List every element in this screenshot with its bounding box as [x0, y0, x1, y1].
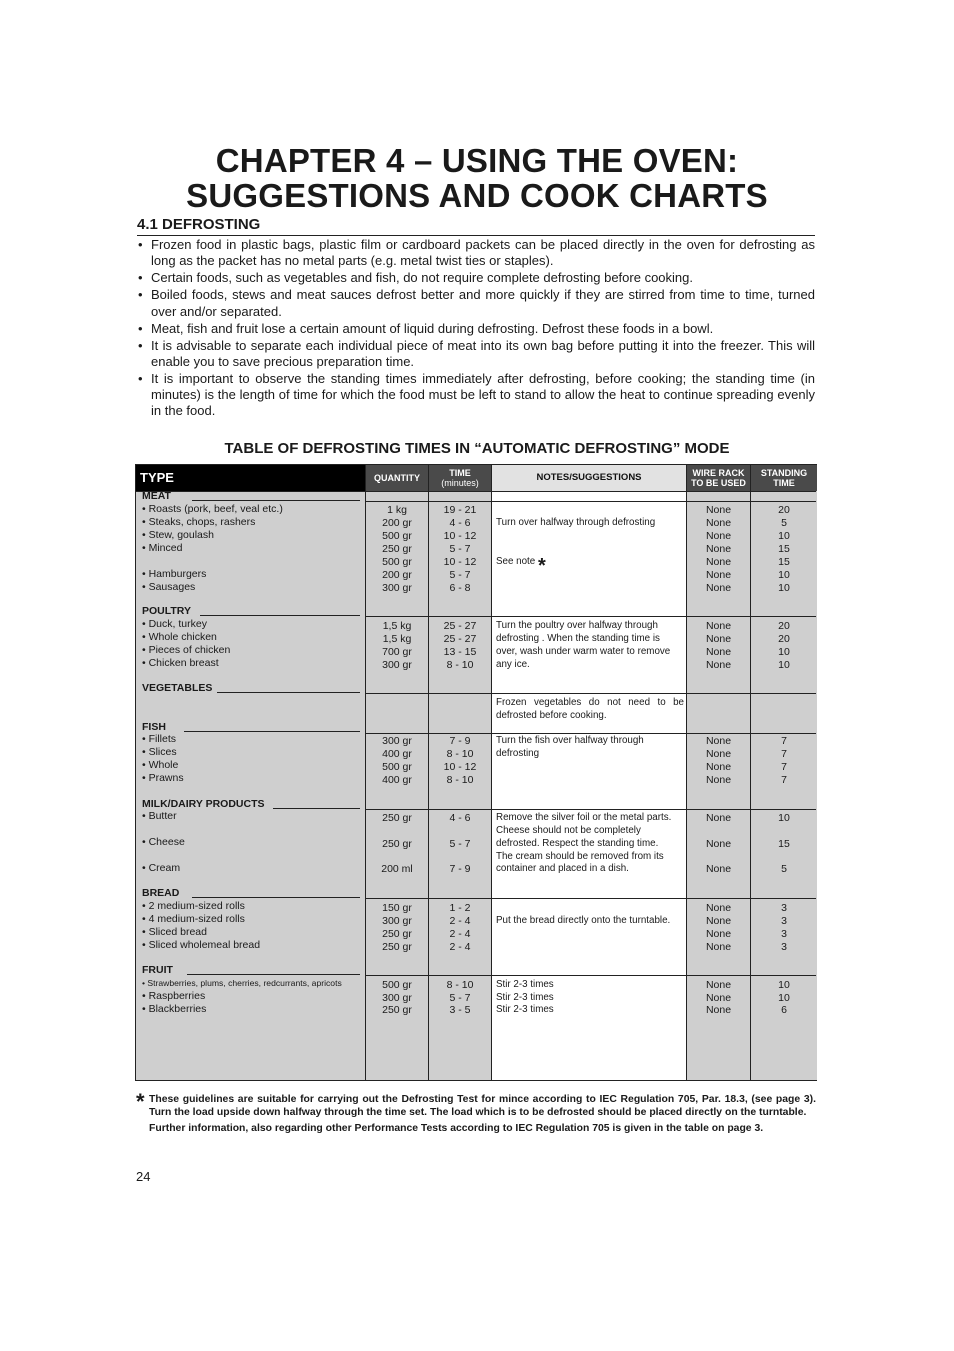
note-line: any ice. [496, 659, 530, 670]
food-item: • Cream [142, 862, 181, 874]
quantity-cell: 250 gr [382, 543, 412, 555]
column-divider [491, 465, 492, 1080]
defrosting-tips-list [137, 237, 815, 420]
time-cell: 25 - 27 [443, 633, 477, 645]
rack-cell: None [705, 748, 732, 760]
rack-cell: None [705, 979, 732, 991]
food-item: • 4 medium-sized rolls [142, 913, 245, 925]
standing-cell: 10 [778, 530, 790, 542]
quantity-cell: 250 gr [382, 838, 412, 850]
time-cell: 4 - 6 [449, 517, 471, 529]
standing-cell: 10 [778, 812, 790, 824]
category-bread: BREAD [142, 887, 180, 899]
time-cell: 8 - 10 [446, 748, 474, 760]
quantity-cell: 700 gr [382, 646, 412, 658]
header-standing-time [751, 465, 817, 491]
category-rule [200, 615, 360, 616]
rack-cell: None [705, 582, 732, 594]
category-rule [184, 731, 360, 732]
time-cell: 1 - 2 [449, 902, 471, 914]
food-item: • Butter [142, 810, 177, 822]
header-notes: NOTES/SUGGESTIONS [492, 465, 686, 491]
quantity-cell: 500 gr [382, 530, 412, 542]
row-divider [365, 975, 816, 976]
category-fruit: FRUIT [142, 964, 173, 976]
category-rule [273, 808, 360, 809]
table-title: TABLE OF DEFROSTING TIMES IN “AUTOMATIC DEFROSTING” MODE [224, 440, 730, 457]
tip-item: • It is advisable to separate each individual piece of meat into its own bag before putting it into the freezer. This will enable you to save precious preparation time. [137, 338, 815, 371]
chapter-title-line-2: SUGGESTIONS AND COOK CHARTS [186, 177, 768, 214]
standing-cell: 3 [781, 941, 787, 953]
time-cell: 8 - 10 [446, 659, 474, 671]
standing-cell: 6 [781, 1004, 787, 1016]
standing-cell: 10 [778, 582, 790, 594]
quantity-cell: 400 gr [382, 748, 412, 760]
header-standing-line-2: TIME [773, 478, 795, 488]
time-cell: 10 - 12 [443, 761, 477, 773]
rack-cell: None [705, 735, 732, 747]
tip-item: • Frozen food in plastic bags, plastic film or cardboard packets can be placed directly in the oven for defrosting as long as the packet has no metal parts (e.g. metal twist ties or staples). [137, 237, 815, 270]
note-cell: Frozen vegetables do not need to be defrosted before cooking. [496, 697, 684, 721]
note-line: Cheese should not be completely [496, 825, 641, 836]
footnote [149, 1093, 816, 1137]
header-wire-rack [687, 465, 750, 491]
standing-cell: 10 [778, 646, 790, 658]
footnote-star: * [136, 1089, 145, 1114]
page-number: 24 [136, 1169, 151, 1184]
header-time [429, 465, 491, 491]
note-cell: Put the bread directly onto the turntable. [496, 915, 671, 926]
tip-item: • Meat, fish and fruit lose a certain amount of liquid during defrosting. Defrost these foods in a bowl. [137, 321, 815, 337]
quantity-cell: 200 ml [381, 863, 413, 875]
time-cell: 7 - 9 [449, 735, 471, 747]
food-item: • Hamburgers [142, 568, 207, 580]
rack-cell: None [705, 928, 732, 940]
quantity-cell: 500 gr [382, 761, 412, 773]
time-cell: 5 - 7 [449, 992, 471, 1004]
category-rule [217, 692, 360, 693]
food-item: • Sliced bread [142, 926, 207, 938]
note-line: Turn the poultry over halfway through [496, 620, 658, 631]
quantity-cell: 300 gr [382, 915, 412, 927]
category-rule [187, 974, 360, 975]
row-divider [365, 809, 816, 810]
standing-cell: 15 [778, 838, 790, 850]
time-cell: 2 - 4 [449, 941, 471, 953]
note-line: The cream should be removed from its [496, 851, 664, 862]
standing-cell: 20 [778, 620, 790, 632]
time-cell: 10 - 12 [443, 530, 477, 542]
food-item: • Blackberries [142, 1003, 207, 1015]
time-cell: 19 - 21 [443, 504, 477, 516]
quantity-cell: 1,5 kg [382, 620, 412, 632]
standing-cell: 3 [781, 928, 787, 940]
rack-cell: None [705, 620, 732, 632]
row-divider [365, 693, 816, 694]
category-fish: FISH [142, 721, 166, 733]
header-wire-rack-line-2: TO BE USED [691, 478, 746, 488]
rack-cell: None [705, 774, 732, 786]
food-item: • Raspberries [142, 990, 206, 1002]
rack-cell: None [705, 812, 732, 824]
header-time-line-2: (minutes) [441, 478, 479, 488]
standing-cell: 10 [778, 659, 790, 671]
rack-cell: None [705, 659, 732, 671]
header-wire-rack-line-1: WIRE RACK [692, 468, 745, 478]
note-line: defrosting [496, 748, 540, 759]
food-item: • Prawns [142, 772, 184, 784]
time-cell: 3 - 5 [449, 1004, 471, 1016]
time-cell: 2 - 4 [449, 915, 471, 927]
quantity-cell: 300 gr [382, 582, 412, 594]
rack-cell: None [705, 556, 732, 568]
time-cell: 5 - 7 [449, 838, 471, 850]
quantity-cell: 150 gr [382, 902, 412, 914]
food-item: • Whole [142, 759, 179, 771]
standing-cell: 15 [778, 556, 790, 568]
quantity-cell: 200 gr [382, 569, 412, 581]
rack-cell: None [705, 646, 732, 658]
category-rule [192, 500, 360, 501]
rack-cell: None [705, 838, 732, 850]
quantity-cell: 500 gr [382, 556, 412, 568]
category-poultry: POULTRY [142, 605, 191, 617]
standing-cell: 3 [781, 902, 787, 914]
standing-cell: 20 [778, 504, 790, 516]
category-meat: MEAT [142, 490, 171, 502]
food-item: • Whole chicken [142, 631, 217, 643]
food-item: • Duck, turkey [142, 618, 207, 630]
rack-cell: None [705, 902, 732, 914]
food-item: • Slices [142, 746, 177, 758]
standing-cell: 7 [781, 748, 787, 760]
note-line: Stir 2-3 times [496, 1004, 554, 1015]
food-item: • Roasts (pork, beef, veal etc.) [142, 503, 283, 515]
subheader-divider [365, 501, 816, 502]
time-cell: 6 - 8 [449, 582, 471, 594]
food-item: • Sausages [142, 581, 196, 593]
food-item: • Stew, goulash [142, 529, 214, 541]
standing-cell: 5 [781, 517, 787, 529]
food-item: • Sliced wholemeal bread [142, 939, 261, 951]
time-cell: 13 - 15 [443, 646, 477, 658]
note-line: container and placed in a dish. [496, 863, 629, 874]
footnote-paragraph: These guidelines are suitable for carrying out the Defrosting Test for mince according to IEC Regulation 705, Par. 18.3, (see page 3). Turn the load upside down halfway through the time set. The load which is to be defrosted should be placed directly on the turntable. [149, 1094, 816, 1119]
quantity-cell: 500 gr [382, 979, 412, 991]
note-cell: See note [496, 556, 536, 567]
rack-cell: None [705, 941, 732, 953]
tip-item: • Boiled foods, stews and meat sauces defrost better and more quickly if they are stirred from time to time, turned over and/or separated. [137, 287, 815, 320]
note-line: defrosted. Respect the standing time. [496, 838, 659, 849]
category-dairy: MILK/DAIRY PRODUCTS [142, 798, 265, 810]
time-cell: 8 - 10 [446, 774, 474, 786]
quantity-cell: 200 gr [382, 517, 412, 529]
quantity-cell: 300 gr [382, 992, 412, 1004]
quantity-cell: 300 gr [382, 659, 412, 671]
time-cell: 4 - 6 [449, 812, 471, 824]
note-line: over, wash under warm water to remove [496, 646, 671, 657]
footnote-paragraph: Further information, also regarding other Performance Tests according to IEC Regulation 705 is given in the table on page 3. [149, 1122, 764, 1134]
time-cell: 25 - 27 [443, 620, 477, 632]
rack-cell: None [705, 504, 732, 516]
quantity-cell: 250 gr [382, 812, 412, 824]
row-divider [365, 898, 816, 899]
food-item: • Fillets [142, 733, 177, 745]
note-line: defrosting . When the standing time is [496, 633, 660, 644]
quantity-cell: 300 gr [382, 735, 412, 747]
note-line: Remove the silver foil or the metal parts. [496, 812, 672, 823]
food-item: • Minced [142, 542, 183, 554]
note-star: * [538, 555, 546, 577]
quantity-cell: 400 gr [382, 774, 412, 786]
rack-cell: None [705, 992, 732, 1004]
standing-cell: 10 [778, 992, 790, 1004]
standing-cell: 3 [781, 915, 787, 927]
header-standing-line-1: STANDING [760, 468, 808, 478]
quantity-cell: 1,5 kg [382, 633, 412, 645]
food-item: • 2 medium-sized rolls [142, 900, 245, 912]
food-item: • Cheese [142, 836, 185, 848]
note-cell: Turn over halfway through defrosting [496, 517, 656, 528]
time-cell: 2 - 4 [449, 928, 471, 940]
time-cell: 10 - 12 [443, 556, 477, 568]
note-line: Turn the fish over halfway through [496, 735, 644, 746]
quantity-cell: 250 gr [382, 941, 412, 953]
tip-item: • It is important to observe the standing times immediately after defrosting, before cooking; the standing time (in minutes) is the length of time for which the food must be left to stand to allow the heat to continue spreading evenly in the food. [137, 371, 815, 420]
standing-cell: 10 [778, 569, 790, 581]
header-divider [136, 491, 816, 492]
rack-cell: None [705, 517, 732, 529]
header-quantity: QUANTITY [366, 465, 428, 491]
tip-item: • Certain foods, such as vegetables and fish, do not require complete defrosting before cooking. [137, 270, 815, 286]
food-item: • Strawberries, plums, cherries, redcurrants, apricots [142, 978, 342, 988]
category-vegetables: VEGETABLES [142, 682, 213, 694]
header-type: TYPE [136, 465, 365, 491]
rack-cell: None [705, 863, 732, 875]
rack-cell: None [705, 530, 732, 542]
section-heading: 4.1 DEFROSTING [137, 215, 815, 236]
defrosting-table [135, 464, 817, 1081]
rack-cell: None [705, 915, 732, 927]
time-cell: 5 - 7 [449, 569, 471, 581]
standing-cell: 5 [781, 863, 787, 875]
time-cell: 5 - 7 [449, 543, 471, 555]
food-item: • Chicken breast [142, 657, 219, 669]
rack-cell: None [705, 761, 732, 773]
chapter-title-line-1: CHAPTER 4 – USING THE OVEN: [215, 142, 739, 179]
row-divider [365, 733, 816, 734]
rack-cell: None [705, 1004, 732, 1016]
standing-cell: 7 [781, 735, 787, 747]
category-rule [192, 897, 360, 898]
food-item: • Pieces of chicken [142, 644, 231, 656]
time-cell: 8 - 10 [446, 979, 474, 991]
food-item: • Steaks, chops, rashers [142, 516, 256, 528]
note-line: Stir 2-3 times [496, 992, 554, 1003]
header-time-line-1: TIME [449, 468, 471, 478]
standing-cell: 15 [778, 543, 790, 555]
quantity-cell: 250 gr [382, 1004, 412, 1016]
standing-cell: 7 [781, 761, 787, 773]
standing-cell: 10 [778, 979, 790, 991]
time-cell: 7 - 9 [449, 863, 471, 875]
standing-cell: 20 [778, 633, 790, 645]
chapter-title [0, 143, 954, 213]
note-line: Stir 2-3 times [496, 979, 554, 990]
standing-cell: 7 [781, 774, 787, 786]
row-divider [365, 616, 816, 617]
quantity-cell: 250 gr [382, 928, 412, 940]
rack-cell: None [705, 569, 732, 581]
quantity-cell: 1 kg [387, 504, 407, 516]
rack-cell: None [705, 543, 732, 555]
rack-cell: None [705, 633, 732, 645]
